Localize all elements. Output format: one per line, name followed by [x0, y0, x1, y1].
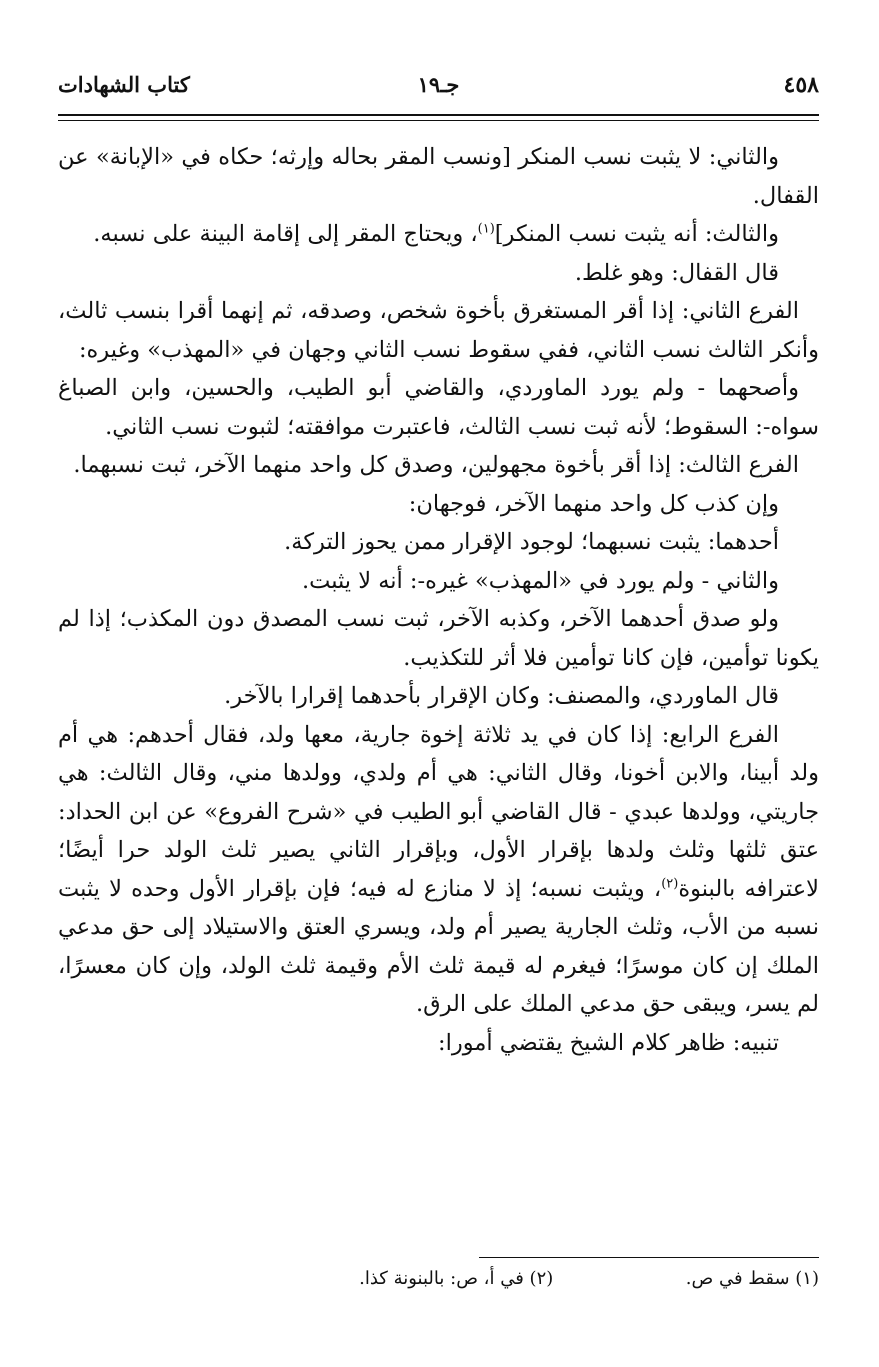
paragraph: أحدهما: يثبت نسبهما؛ لوجود الإقرار ممن يحوز التركة. [284, 529, 779, 555]
paragraph: قال القفال: وهو غلط. [574, 259, 779, 286]
paragraph: تنبيه: ظاهر كلام الشيخ يقتضي أمورا: [438, 1029, 779, 1056]
paragraph: والثالث: أنه يثبت نسب المنكر]$^{(١)}$، ويحتاج المقر إلى إقامة البينة على نسبه. [93, 221, 779, 247]
book-title: كتاب الشهادات [58, 72, 190, 97]
footnote-separator [479, 1257, 819, 1258]
paragraph: الفرع الثالث: إذا أقر بأخوة مجهولين، وصدق كل واحد منهما الآخر، ثبت نسبهما. [73, 452, 799, 478]
header-rule-thin [58, 120, 819, 121]
footnote-2: (٢) في أ، ص: بالبنونة كذا. [359, 1268, 554, 1289]
paragraph: الفرع الثاني: إذا أقر المستغرق بأخوة شخص، وصدقه، ثم إنهما أقرا بنسب ثالث، وأنكر الثالث نسب الثاني، ففي سقوط نسب الثاني وجهان في «المهذب» وغيره: [58, 298, 819, 363]
paragraph: والثاني: لا يثبت نسب المنكر [ونسب المقر بحاله وإرثه؛ حكاه في «الإبانة» عن القفال. [58, 144, 819, 209]
footnotes [150, 1268, 819, 1289]
volume-label: جـ١٩ [417, 72, 460, 97]
footnote-ref: (٢) [661, 876, 679, 891]
paragraph: وإن كذب كل واحد منهما الآخر، فوجهان: [408, 490, 779, 517]
footnote-ref: (١) [477, 221, 495, 237]
page-number: ٤٥٨ [783, 72, 819, 98]
footnote-1: (١) سقط في ص. [685, 1268, 819, 1289]
paragraph: والثاني - ولم يورد في «المهذب» غيره-: أنه لا يثبت. [301, 567, 779, 594]
paragraph: وأصحهما - ولم يورد الماوردي، والقاضي أبو الطيب، والحسين، وابن الصباغ سواه-: السقوط؛ لأنه ثبت نسب الثالث، فاعتبرت موافقته؛ لثبوت نسب الثاني. [58, 375, 819, 440]
paragraph: الفرع الرابع: إذا كان في يد ثلاثة إخوة جارية، معها ولد، فقال أحدهم: هي أم ولد أبينا، والابن أخونا، وقال الثاني: هي أم ولدي، وولدها مني، وقال الثالث: هي جاريتي، وولدها عبدي - قال القاضي أبو الطيب في «شرح الفروع» عن ابن الحداد: عتق ثلثها وثلث ولدها بإقرار الأول، وبإقرار الثاني يصير ثلث الولد حرا أيضًا؛ لاعترافه بالبنوة$^{(٢)}$، ويثبت نسبه؛ إذ لا منازع له فيه؛ فإن بإقرار الأول وحده لا يثبت نسبه من الأب، وثلث الجارية يصير أم ولد، ويسري العتق والاستيلاد إلى حق مدعي الملك إن كان موسرًا؛ فيغرم له قيمة ثلث الأم وقيمة ثلث الولد، وإن كان معسرًا، لم يسر، ويبقى حق مدعي الملك على الرق. [58, 721, 819, 1017]
page-header [58, 72, 819, 112]
paragraph: ولو صدق أحدهما الآخر، وكذبه الآخر، ثبت نسب المصدق دون المكذب؛ إذا لم يكونا توأمين، فإن كانا توأمين فلا أثر للتكذيب. [58, 606, 819, 671]
header-rule-thick [58, 114, 819, 116]
main-text [58, 138, 819, 1062]
paragraph: قال الماوردي، والمصنف: وكان الإقرار بأحدهما إقرارا بالآخر. [224, 683, 779, 709]
